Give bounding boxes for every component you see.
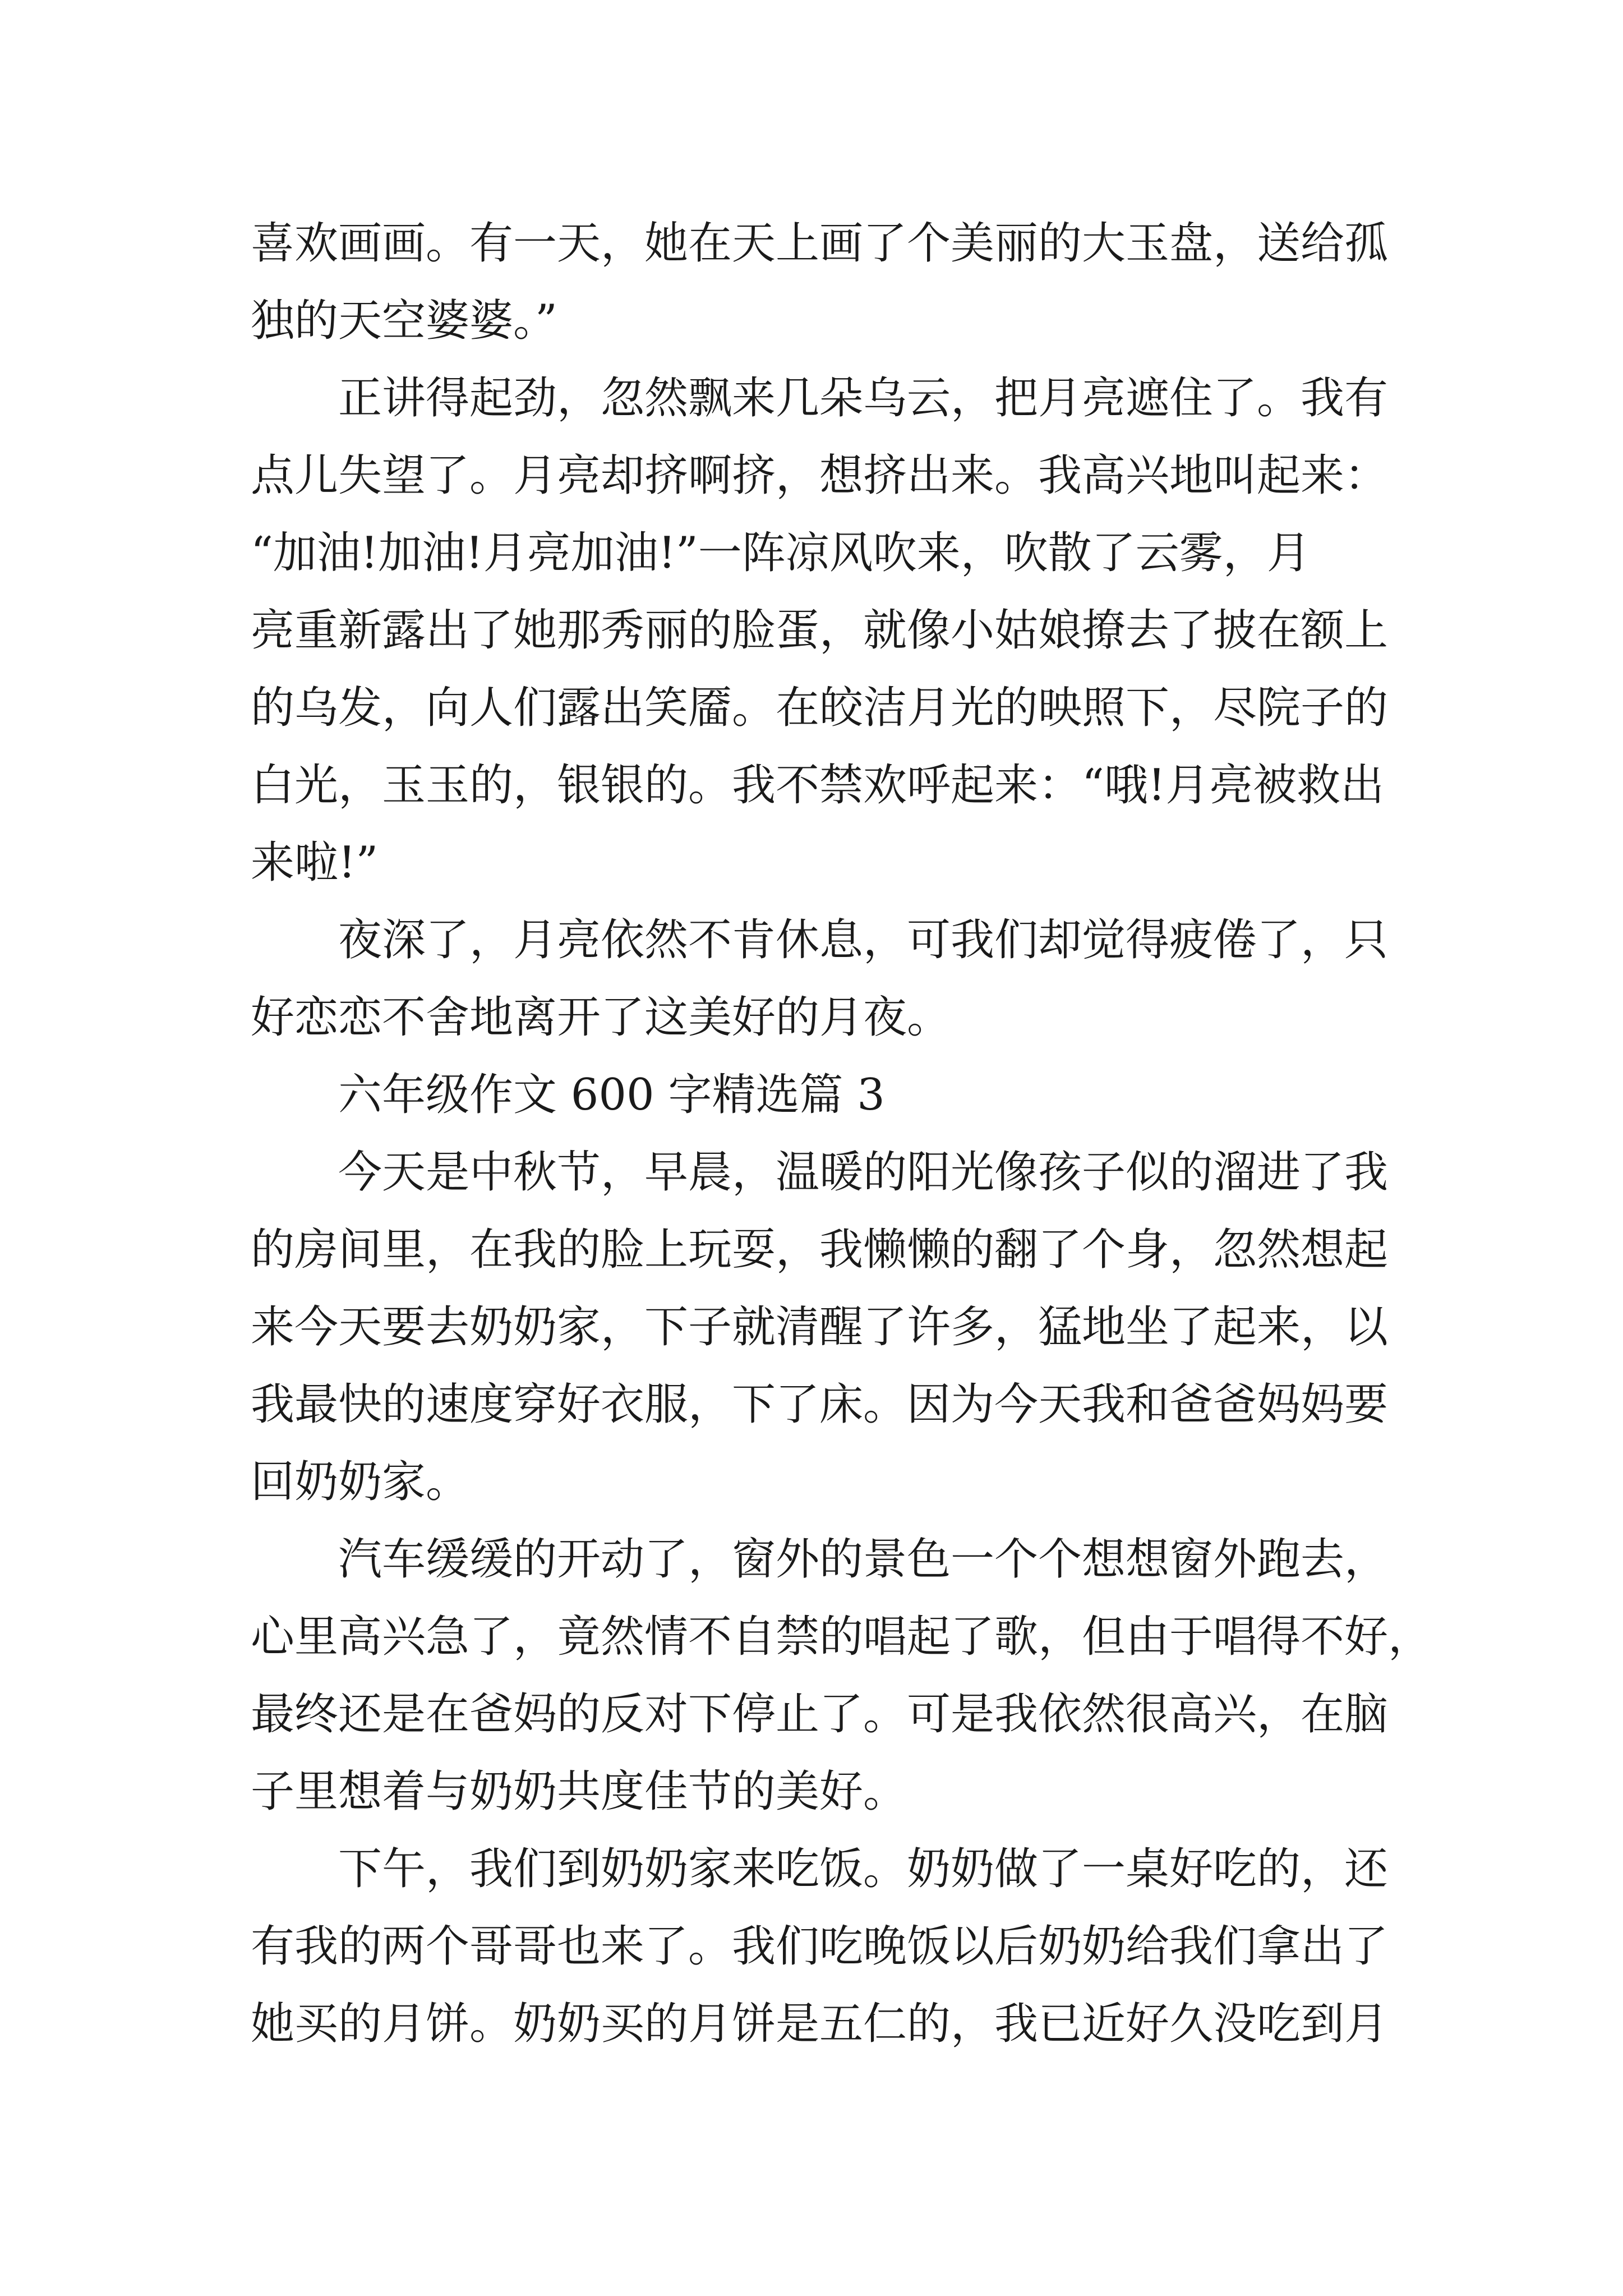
- text-line: 汽车缓缓的开动了，窗外的景色一个个想想窗外跑去，: [338, 1534, 1389, 1585]
- paragraph: [251, 1521, 1484, 1830]
- text-line: 最终还是在爸妈的反对下停止了。可是我依然很高兴，在脑: [251, 1689, 1389, 1740]
- paragraph: [251, 360, 1484, 901]
- text-line: 来今天要去奶奶家，下子就清醒了许多，猛地坐了起来，以: [251, 1302, 1389, 1352]
- text-line: 好恋恋不舍地离开了这美好的月夜。: [251, 992, 951, 1043]
- text-line: 的乌发，向人们露出笑靥。在皎洁月光的映照下，尽院子的: [251, 683, 1389, 733]
- text-line: 白光，玉玉的，银银的。我不禁欢呼起来：“哦!月亮被救出: [251, 760, 1385, 811]
- text-line: 正讲得起劲，忽然飘来几朵乌云，把月亮遮住了。我有: [338, 373, 1389, 424]
- text-line: 亮重新露出了她那秀丽的脸蛋，就像小姑娘撩去了披在额上: [251, 605, 1389, 656]
- text-line: 今天是中秋节，早晨，温暖的阳光像孩子似的溜进了我: [338, 1147, 1389, 1198]
- text-line: 独的天空婆婆。”: [251, 296, 557, 346]
- text-line: 点儿失望了。月亮却挤啊挤，想挤出来。我高兴地叫起来：: [251, 450, 1389, 501]
- text-line: 她买的月饼。奶奶买的月饼是五仁的，我已近好久没吃到月: [251, 1999, 1389, 2049]
- text-line: 喜欢画画。有一天，她在天上画了个美丽的大玉盘，送给孤: [251, 218, 1389, 269]
- text-line: 回奶奶家。: [251, 1457, 470, 1507]
- text-line: 夜深了，月亮依然不肯休息，可我们却觉得疲倦了，只: [338, 915, 1389, 965]
- document-body: [251, 205, 1484, 2063]
- paragraph: [251, 205, 1484, 360]
- section-heading: 六年级作文 600 字精选篇 3: [338, 1070, 885, 1120]
- paragraph: [251, 1830, 1484, 2063]
- text-line: 我最快的速度穿好衣服，下了床。因为今天我和爸爸妈妈要: [251, 1379, 1389, 1430]
- text-line: 心里高兴急了，竟然情不自禁的唱起了歌，但由于唱得不好，: [251, 1612, 1432, 1662]
- text-line: 子里想着与奶奶共度佳节的美好。: [251, 1766, 907, 1817]
- text-line: 的房间里，在我的脸上玩耍，我懒懒的翻了个身，忽然想起: [251, 1225, 1389, 1275]
- text-line: 有我的两个哥哥也来了。我们吃晚饭以后奶奶给我们拿出了: [251, 1921, 1389, 1972]
- text-line: 下午，我们到奶奶家来吃饭。奶奶做了一桌好吃的，还: [338, 1844, 1389, 1894]
- text-line: “加油!加油!月亮加油!”一阵凉风吹来，吹散了云雾，月: [251, 528, 1311, 578]
- text-line: 来啦!”: [251, 838, 379, 888]
- paragraph: [251, 1134, 1484, 1521]
- paragraph: [251, 901, 1484, 1056]
